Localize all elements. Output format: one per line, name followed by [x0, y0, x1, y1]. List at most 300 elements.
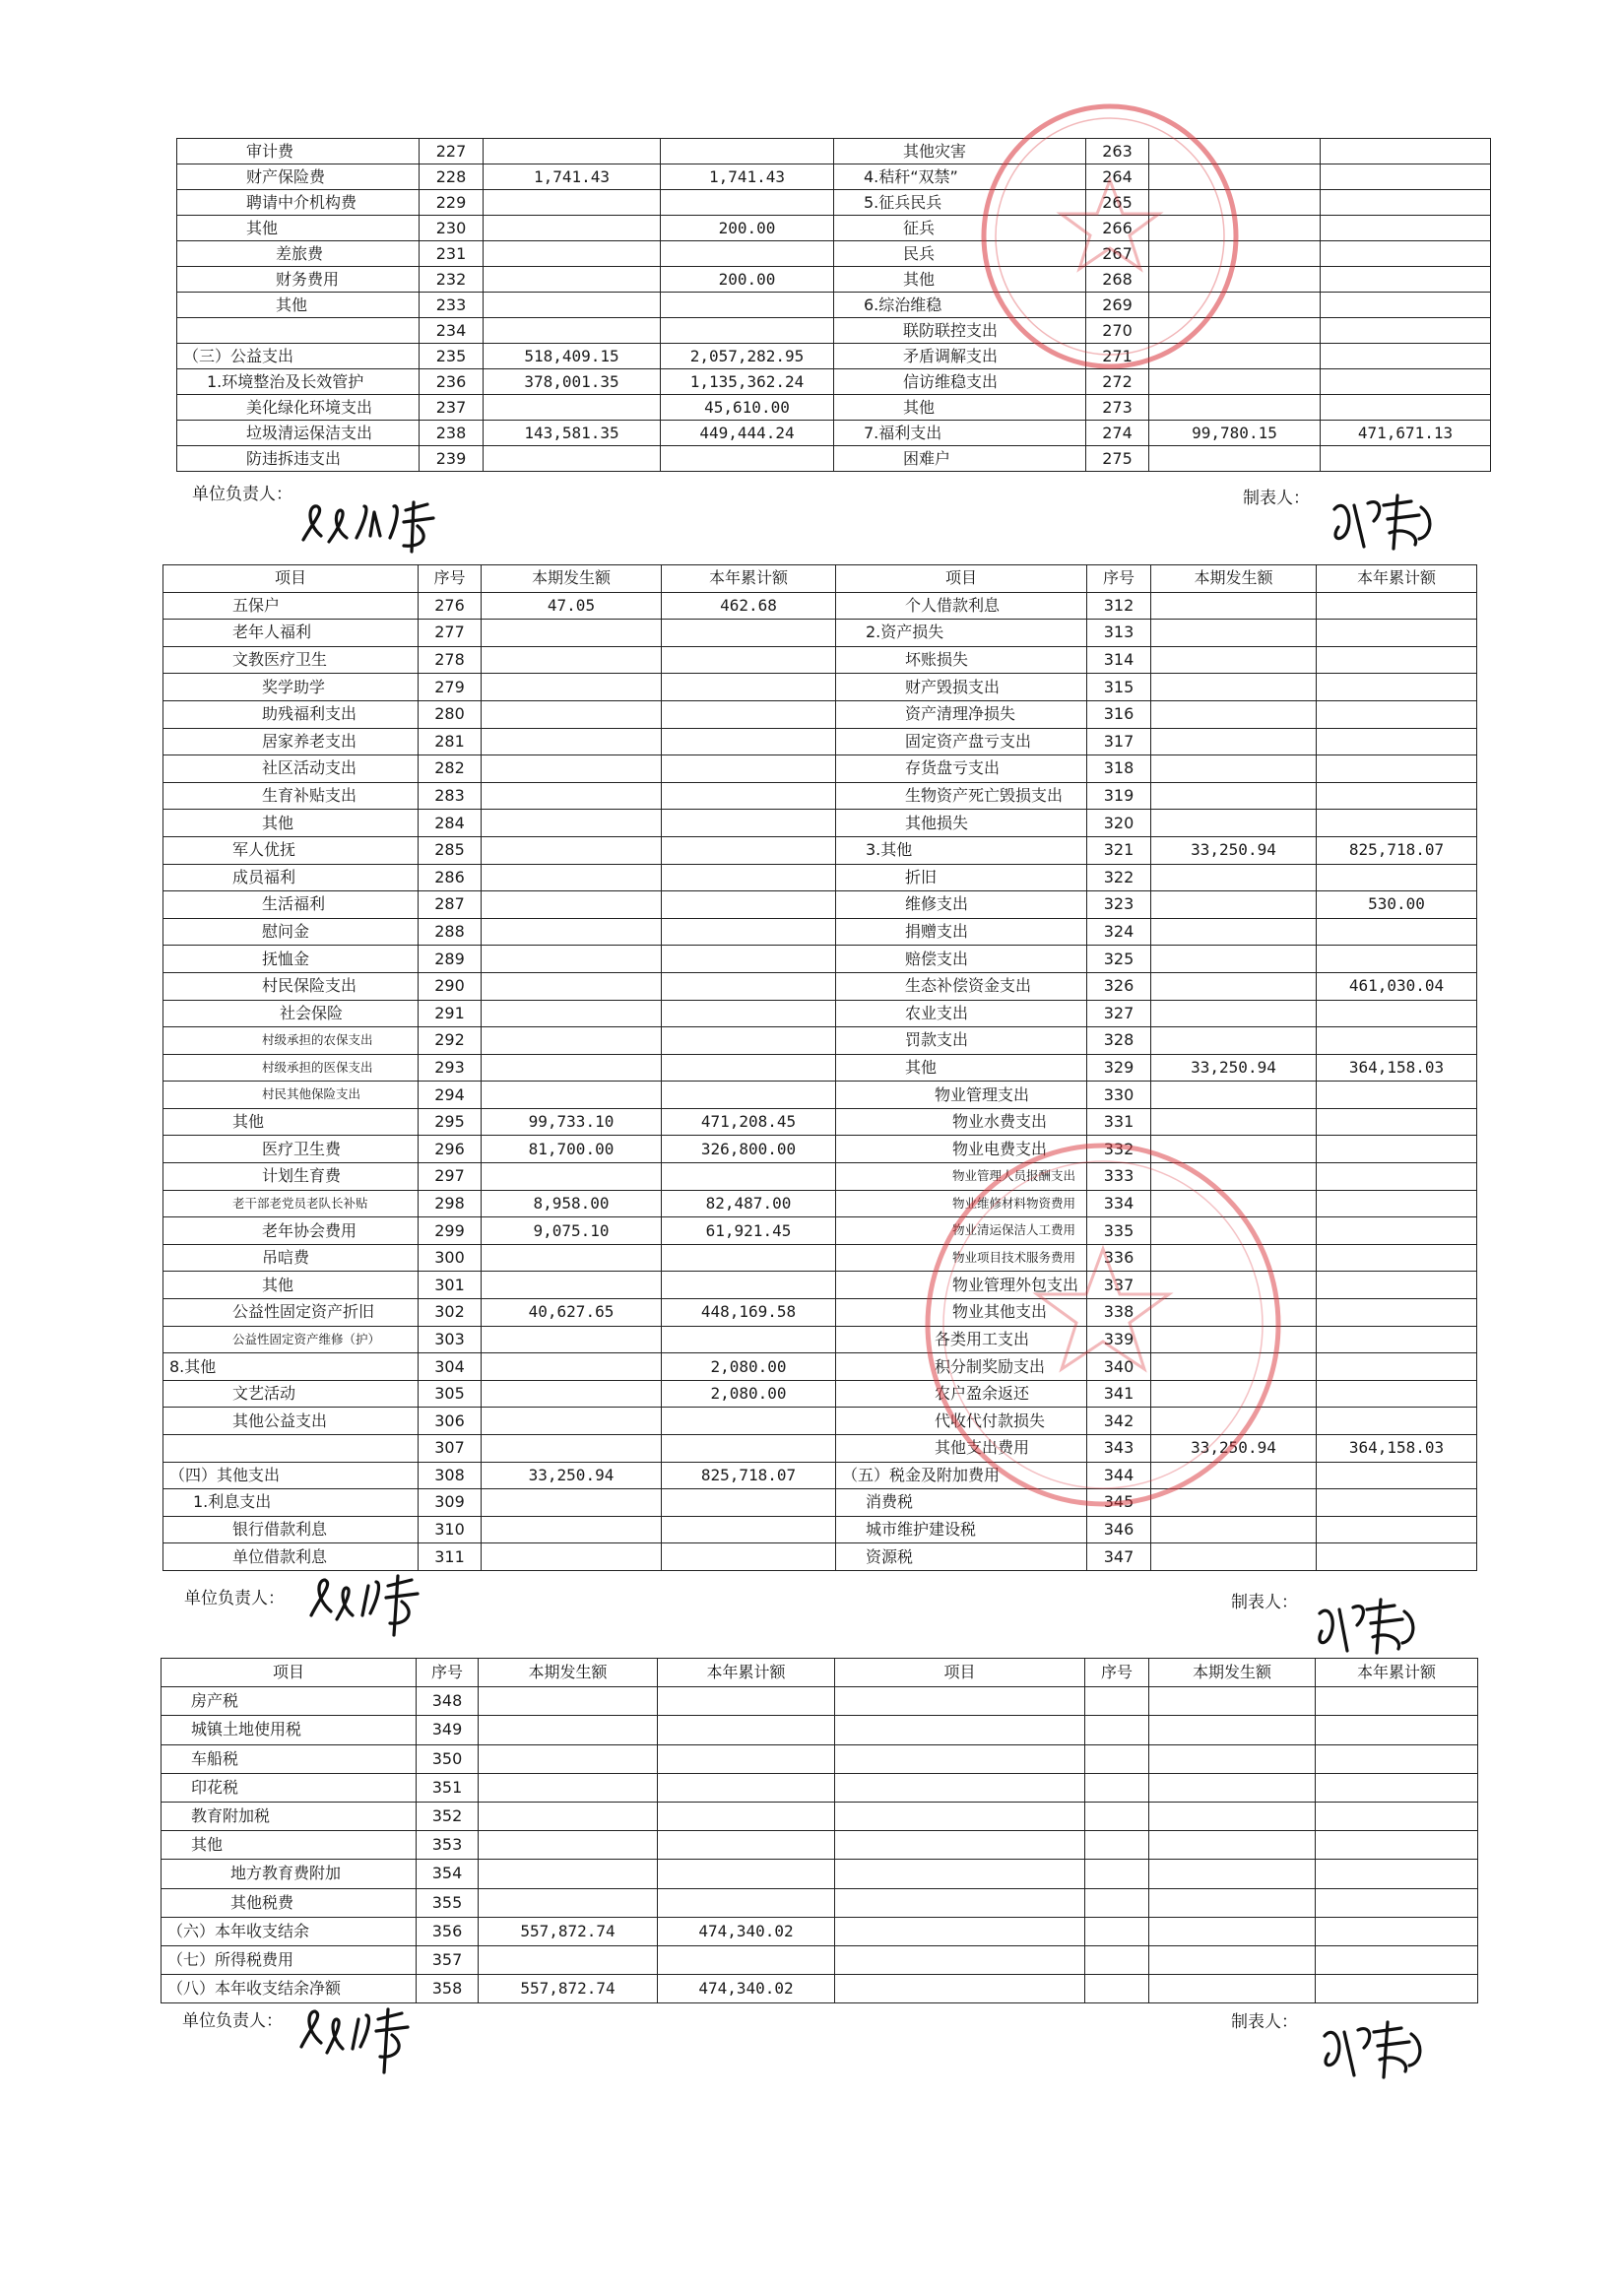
current-amount: 99,733.10	[482, 1108, 662, 1136]
table-row	[177, 164, 1491, 190]
row-number: 276	[419, 592, 482, 620]
empty-cell	[1149, 1917, 1316, 1945]
item-name: 农户盈余返还	[836, 1380, 1087, 1408]
ytd-amount	[1317, 1489, 1477, 1517]
row-number: 238	[420, 421, 484, 446]
item-name: （三）公益支出	[177, 344, 420, 369]
ytd-amount: 364,158.03	[1317, 1435, 1477, 1463]
row-number: 323	[1087, 891, 1151, 919]
table-row	[177, 446, 1491, 472]
empty-cell	[1149, 1975, 1316, 2003]
ytd-amount	[1317, 620, 1477, 647]
row-number: 290	[419, 972, 482, 1000]
current-amount	[1151, 755, 1317, 783]
current-amount	[1151, 674, 1317, 701]
item-name: 3.其他	[836, 836, 1087, 864]
row-number: 304	[419, 1353, 482, 1381]
row-number: 349	[417, 1716, 479, 1744]
row-number: 289	[419, 946, 482, 973]
ytd-amount	[662, 864, 836, 891]
empty-cell	[1316, 1716, 1478, 1744]
row-number: 334	[1087, 1190, 1151, 1217]
current-amount	[1151, 1489, 1317, 1517]
ytd-amount: 200.00	[661, 267, 834, 293]
ytd-amount	[1321, 369, 1491, 395]
row-number: 274	[1086, 421, 1149, 446]
current-amount	[482, 972, 662, 1000]
ytd-amount	[1317, 946, 1477, 973]
current-amount	[484, 139, 661, 164]
current-amount	[1151, 1082, 1317, 1109]
current-amount	[1151, 1299, 1317, 1327]
table-row	[177, 318, 1491, 344]
ytd-amount	[658, 1888, 835, 1917]
ytd-amount	[1317, 1027, 1477, 1055]
row-number: 230	[420, 216, 484, 241]
item-name: 社会保险	[163, 1000, 419, 1027]
empty-cell	[1085, 1945, 1149, 1974]
ytd-amount	[658, 1773, 835, 1802]
current-amount	[482, 1000, 662, 1027]
item-name: 生物资产死亡毁损支出	[836, 782, 1087, 810]
row-number: 284	[419, 810, 482, 837]
item-name: 单位借款利息	[163, 1543, 419, 1571]
ytd-amount	[662, 1272, 836, 1299]
row-number: 235	[420, 344, 484, 369]
ytd-amount	[658, 1802, 835, 1830]
current-amount	[1151, 891, 1317, 919]
table-row	[163, 755, 1477, 783]
current-amount	[1151, 1353, 1317, 1381]
item-name: 物业电费支出	[836, 1136, 1087, 1163]
row-number: 354	[417, 1860, 479, 1888]
table-row	[163, 1190, 1477, 1217]
row-number: 301	[419, 1272, 482, 1299]
empty-cell	[1085, 1716, 1149, 1744]
current-amount	[1149, 369, 1321, 395]
current-amount	[1149, 241, 1321, 267]
row-number: 313	[1087, 620, 1151, 647]
current-amount	[1149, 344, 1321, 369]
ytd-amount	[1317, 1082, 1477, 1109]
ytd-amount	[662, 1435, 836, 1463]
item-name: 坏账损失	[836, 646, 1087, 674]
current-amount	[1151, 972, 1317, 1000]
current-amount	[482, 1054, 662, 1082]
row-number: 303	[419, 1326, 482, 1353]
item-name: 困难户	[834, 446, 1086, 472]
item-name: 医疗卫生费	[163, 1136, 419, 1163]
column-header-current: 本期发生额	[479, 1659, 658, 1687]
row-number: 353	[417, 1831, 479, 1860]
current-amount: 33,250.94	[1151, 1054, 1317, 1082]
item-name: 老干部老党员老队长补贴	[163, 1190, 419, 1217]
ytd-amount	[1321, 446, 1491, 472]
row-number: 342	[1087, 1408, 1151, 1435]
ytd-amount	[662, 972, 836, 1000]
current-amount: 143,581.35	[484, 421, 661, 446]
row-number: 335	[1087, 1217, 1151, 1245]
empty-cell	[835, 1716, 1085, 1744]
row-number: 345	[1087, 1489, 1151, 1517]
ytd-amount	[661, 446, 834, 472]
current-amount	[479, 1860, 658, 1888]
current-amount	[484, 293, 661, 318]
current-amount	[482, 1516, 662, 1543]
current-amount	[479, 1716, 658, 1744]
row-number: 320	[1087, 810, 1151, 837]
ytd-amount	[1317, 1462, 1477, 1489]
ytd-amount: 825,718.07	[1317, 836, 1477, 864]
ytd-amount	[1321, 293, 1491, 318]
empty-cell	[1085, 1773, 1149, 1802]
row-number: 283	[419, 782, 482, 810]
row-number: 358	[417, 1975, 479, 2003]
row-number: 265	[1086, 190, 1149, 216]
item-name: 消费税	[836, 1489, 1087, 1517]
ytd-amount: 448,169.58	[662, 1299, 836, 1327]
current-amount	[1151, 1217, 1317, 1245]
ytd-amount	[662, 1163, 836, 1191]
ytd-amount	[662, 891, 836, 919]
row-number: 356	[417, 1917, 479, 1945]
unit-head-signature	[295, 492, 463, 557]
current-amount	[1151, 700, 1317, 728]
expense-table-2	[162, 564, 1477, 1571]
ytd-amount	[1321, 164, 1491, 190]
ytd-amount	[662, 1326, 836, 1353]
row-number: 279	[419, 674, 482, 701]
item-name: 联防联控支出	[834, 318, 1086, 344]
item-name: 资产清理净损失	[836, 700, 1087, 728]
item-name: 捐赠支出	[836, 918, 1087, 946]
item-name: 6.综治维稳	[834, 293, 1086, 318]
row-number: 338	[1087, 1299, 1151, 1327]
item-name: 生育补贴支出	[163, 782, 419, 810]
row-number: 311	[419, 1543, 482, 1571]
current-amount: 47.05	[482, 592, 662, 620]
current-amount: 378,001.35	[484, 369, 661, 395]
table-row	[177, 139, 1491, 164]
current-amount	[1151, 728, 1317, 755]
current-amount	[484, 446, 661, 472]
column-header-seq: 序号	[1085, 1659, 1149, 1687]
current-amount	[484, 190, 661, 216]
row-number: 305	[419, 1380, 482, 1408]
ytd-amount	[1317, 810, 1477, 837]
empty-cell	[1149, 1888, 1316, 1917]
item-name: 其他	[836, 1054, 1087, 1082]
item-name: 助残福利支出	[163, 700, 419, 728]
item-name: 奖学助学	[163, 674, 419, 701]
row-number: 330	[1087, 1082, 1151, 1109]
row-number: 325	[1087, 946, 1151, 973]
ytd-amount: 471,208.45	[662, 1108, 836, 1136]
table-row	[163, 1082, 1477, 1109]
item-name: 教育附加税	[162, 1802, 417, 1830]
unit-head-signature	[295, 1998, 443, 2076]
ytd-amount	[1317, 1272, 1477, 1299]
column-header-seq: 序号	[417, 1659, 479, 1687]
table-row	[163, 1408, 1477, 1435]
ytd-amount	[662, 728, 836, 755]
row-number: 231	[420, 241, 484, 267]
row-number: 239	[420, 446, 484, 472]
current-amount: 518,409.15	[484, 344, 661, 369]
row-number: 271	[1086, 344, 1149, 369]
row-number: 326	[1087, 972, 1151, 1000]
row-number: 331	[1087, 1108, 1151, 1136]
current-amount: 81,700.00	[482, 1136, 662, 1163]
empty-cell	[1149, 1716, 1316, 1744]
empty-cell	[1316, 1831, 1478, 1860]
row-number: 314	[1087, 646, 1151, 674]
item-name: 车船税	[162, 1744, 417, 1773]
current-amount	[482, 1408, 662, 1435]
item-name: 物业其他支出	[836, 1299, 1087, 1327]
item-name: 房产税	[162, 1687, 417, 1716]
current-amount	[484, 267, 661, 293]
item-name: 物业管理外包支出	[836, 1272, 1087, 1299]
current-amount	[482, 864, 662, 891]
item-name: 其他	[163, 810, 419, 837]
item-name: 其他税费	[162, 1888, 417, 1917]
empty-cell	[1316, 1687, 1478, 1716]
preparer-signature	[1315, 2014, 1438, 2083]
item-name: 公益性固定资产折旧	[163, 1299, 419, 1327]
row-number: 272	[1086, 369, 1149, 395]
item-name: 村民其他保险支出	[163, 1082, 419, 1109]
current-amount	[482, 674, 662, 701]
table-row	[162, 1802, 1478, 1830]
table-row	[162, 1888, 1478, 1917]
item-name: 存货盘亏支出	[836, 755, 1087, 783]
row-number: 346	[1087, 1516, 1151, 1543]
current-amount	[482, 1082, 662, 1109]
empty-cell	[1085, 1802, 1149, 1830]
item-name: （五）税金及附加费用	[836, 1462, 1087, 1489]
ytd-amount	[662, 918, 836, 946]
column-header-current: 本期发生额	[1149, 1659, 1316, 1687]
empty-cell	[1085, 1744, 1149, 1773]
ytd-amount	[1317, 1136, 1477, 1163]
row-number: 264	[1086, 164, 1149, 190]
item-name: 2.资产损失	[836, 620, 1087, 647]
item-name: 印花税	[162, 1773, 417, 1802]
item-name: 老年人福利	[163, 620, 419, 647]
current-amount	[482, 918, 662, 946]
ytd-amount	[662, 620, 836, 647]
table-row	[163, 1299, 1477, 1327]
item-name: 抚恤金	[163, 946, 419, 973]
row-number: 293	[419, 1054, 482, 1082]
ytd-amount	[1317, 1108, 1477, 1136]
ytd-amount	[662, 1244, 836, 1272]
current-amount: 33,250.94	[482, 1462, 662, 1489]
current-amount: 8,958.00	[482, 1190, 662, 1217]
table-row	[177, 190, 1491, 216]
ytd-amount	[1317, 592, 1477, 620]
row-number: 286	[419, 864, 482, 891]
row-number: 351	[417, 1773, 479, 1802]
ytd-amount	[662, 1543, 836, 1571]
ytd-amount	[1317, 674, 1477, 701]
row-number: 270	[1086, 318, 1149, 344]
ytd-amount	[1317, 918, 1477, 946]
row-number: 357	[417, 1945, 479, 1974]
current-amount	[1151, 864, 1317, 891]
current-amount	[1151, 782, 1317, 810]
table-row	[163, 918, 1477, 946]
table-row	[163, 1244, 1477, 1272]
row-number: 337	[1087, 1272, 1151, 1299]
table-row	[162, 1945, 1478, 1974]
item-name: 其他	[834, 395, 1086, 421]
current-amount	[1151, 1163, 1317, 1191]
empty-cell	[1149, 1744, 1316, 1773]
current-amount	[482, 810, 662, 837]
item-name: 各类用工支出	[836, 1326, 1087, 1353]
ytd-amount	[1317, 646, 1477, 674]
expense-table-1	[176, 138, 1491, 472]
row-number: 297	[419, 1163, 482, 1191]
item-name: 五保户	[163, 592, 419, 620]
item-name: 其他	[162, 1831, 417, 1860]
current-amount	[482, 891, 662, 919]
preparer-signature	[1325, 488, 1443, 557]
row-number: 339	[1087, 1326, 1151, 1353]
item-name: 矛盾调解支出	[834, 344, 1086, 369]
empty-cell	[1149, 1860, 1316, 1888]
ytd-amount: 326,800.00	[662, 1136, 836, 1163]
row-number: 329	[1087, 1054, 1151, 1082]
ytd-amount	[662, 646, 836, 674]
current-amount	[479, 1744, 658, 1773]
current-amount	[482, 1163, 662, 1191]
table-row	[163, 1054, 1477, 1082]
row-number: 324	[1087, 918, 1151, 946]
item-name: 银行借款利息	[163, 1516, 419, 1543]
row-number: 287	[419, 891, 482, 919]
ytd-amount	[1317, 755, 1477, 783]
item-name: 征兵	[834, 216, 1086, 241]
item-name: 民兵	[834, 241, 1086, 267]
column-header-item: 项目	[163, 565, 419, 593]
table-row	[162, 1831, 1478, 1860]
item-name: 美化绿化环境支出	[177, 395, 420, 421]
item-name: 村民保险支出	[163, 972, 419, 1000]
current-amount	[482, 946, 662, 973]
item-name: 村级承担的农保支出	[163, 1027, 419, 1055]
item-name: 财产保险费	[177, 164, 420, 190]
table-row	[163, 646, 1477, 674]
empty-cell	[835, 1917, 1085, 1945]
row-number: 285	[419, 836, 482, 864]
row-number: 333	[1087, 1163, 1151, 1191]
current-amount	[1151, 1272, 1317, 1299]
ytd-amount	[662, 1516, 836, 1543]
item-name: 1.利息支出	[163, 1489, 419, 1517]
row-number: 278	[419, 646, 482, 674]
row-number: 328	[1087, 1027, 1151, 1055]
item-name: 其他	[177, 216, 420, 241]
current-amount	[1151, 1027, 1317, 1055]
current-amount	[1149, 164, 1321, 190]
empty-cell	[1149, 1687, 1316, 1716]
ytd-amount	[658, 1831, 835, 1860]
ytd-amount	[661, 190, 834, 216]
item-name: 城市维护建设税	[836, 1516, 1087, 1543]
ytd-amount	[662, 1000, 836, 1027]
current-amount	[482, 1543, 662, 1571]
current-amount	[1151, 1000, 1317, 1027]
empty-cell	[1316, 1975, 1478, 2003]
item-name: 折旧	[836, 864, 1087, 891]
item-name: 其他	[177, 293, 420, 318]
current-amount	[1151, 946, 1317, 973]
ytd-amount	[1321, 395, 1491, 421]
current-amount	[484, 395, 661, 421]
current-amount: 40,627.65	[482, 1299, 662, 1327]
table-row	[163, 728, 1477, 755]
column-header-current: 本期发生额	[1151, 565, 1317, 593]
preparer-signature	[1310, 1594, 1428, 1658]
ytd-amount	[662, 1054, 836, 1082]
ytd-amount	[661, 139, 834, 164]
preparer-label: 制表人：	[1231, 1593, 1298, 1612]
current-amount	[1151, 1516, 1317, 1543]
current-amount: 33,250.94	[1151, 1435, 1317, 1463]
column-header-ytd: 本年累计额	[658, 1659, 835, 1687]
table-row	[177, 344, 1491, 369]
item-name: 聘请中介机构费	[177, 190, 420, 216]
current-amount	[1149, 293, 1321, 318]
empty-cell	[1316, 1773, 1478, 1802]
row-number: 300	[419, 1244, 482, 1272]
empty-cell	[1085, 1888, 1149, 1917]
column-header-ytd: 本年累计额	[662, 565, 836, 593]
empty-cell	[835, 1687, 1085, 1716]
ytd-amount	[1317, 782, 1477, 810]
empty-cell	[1316, 1888, 1478, 1917]
ytd-amount	[658, 1744, 835, 1773]
current-amount	[482, 1489, 662, 1517]
table-row	[163, 620, 1477, 647]
table-row	[163, 1326, 1477, 1353]
current-amount	[479, 1945, 658, 1974]
current-amount	[484, 318, 661, 344]
row-number: 348	[417, 1687, 479, 1716]
row-number: 233	[420, 293, 484, 318]
ytd-amount: 474,340.02	[658, 1975, 835, 2003]
current-amount: 557,872.74	[479, 1917, 658, 1945]
current-amount	[482, 1380, 662, 1408]
row-number: 319	[1087, 782, 1151, 810]
ytd-amount	[658, 1687, 835, 1716]
empty-cell	[1085, 1687, 1149, 1716]
empty-cell	[835, 1744, 1085, 1773]
table-row	[163, 1217, 1477, 1245]
empty-cell	[1316, 1744, 1478, 1773]
empty-cell	[1149, 1945, 1316, 1974]
row-number: 317	[1087, 728, 1151, 755]
unit-head-signature	[305, 1566, 453, 1640]
table-row	[162, 1917, 1478, 1945]
empty-cell	[1149, 1773, 1316, 1802]
current-amount	[1151, 918, 1317, 946]
ytd-amount	[662, 1408, 836, 1435]
row-number: 336	[1087, 1244, 1151, 1272]
